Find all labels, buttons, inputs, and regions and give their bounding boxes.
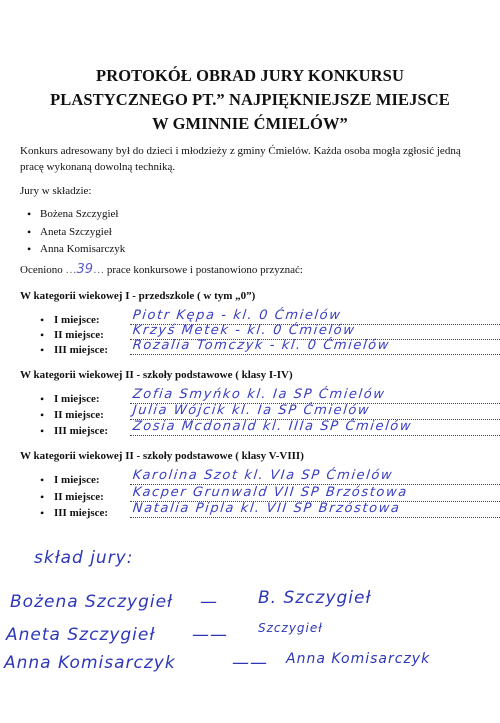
category-heading: W kategorii wiekowej II - szkoły podstawowe ( klasy I-IV) — [20, 369, 293, 381]
dash: —— — [232, 653, 268, 673]
bullet: • — [40, 490, 45, 504]
winner-handwriting: Rozalia Tomczyk - kl. 0 Ćmielów — [132, 338, 391, 353]
bullet: • — [40, 408, 45, 422]
jury-name-handwritten: Bożena Szczygieł — [10, 592, 173, 612]
winner-handwriting: Krzyś Metek - kl. 0 Ćmielów — [132, 323, 357, 338]
bullet: • — [40, 328, 45, 342]
count-dots: … — [65, 264, 77, 276]
signature-heading: skład jury: — [34, 548, 134, 568]
evaluated-sentence — [20, 262, 303, 277]
jury-member: • Aneta Szczygieł — [27, 224, 125, 242]
evaluated-suffix: prace konkursowe i postanowiono przyznać: — [106, 264, 303, 276]
dash: —— — [192, 625, 228, 645]
bullet: • — [40, 473, 45, 487]
category-heading: W kategorii wiekowej II - szkoły podstawowe ( klasy V-VIII) — [20, 450, 304, 462]
jury-member: • Bożena Szczygieł — [27, 206, 125, 224]
dotted-line — [130, 354, 500, 355]
title-line-1: PROTOKÓŁ OBRAD JURY KONKURSU — [96, 66, 404, 85]
evaluated-prefix: Oceniono — [20, 264, 63, 276]
bullet: • — [40, 343, 45, 357]
jury-member: • Anna Komisarczyk — [27, 241, 125, 259]
signature: Anna Komisarczyk — [286, 651, 431, 667]
place-label: I miejsce: — [54, 314, 100, 326]
jury-list — [27, 206, 125, 259]
signature: B. Szczygieł — [258, 588, 372, 608]
winner-handwriting: Piotr Kępa - kl. 0 Ćmielów — [132, 308, 343, 323]
jury-name-handwritten: Anna Komisarczyk — [4, 653, 176, 673]
bullet: • — [40, 392, 45, 406]
place-label: III miejsce: — [54, 425, 109, 437]
bullet: • — [40, 313, 45, 327]
place-label: II miejsce: — [54, 491, 104, 503]
place-label: I miejsce: — [54, 393, 100, 405]
place-label: II miejsce: — [54, 409, 104, 421]
winner-handwriting: Julia Wójcik kl. Ia SP Ćmielów — [132, 403, 371, 418]
dash: — — [200, 592, 218, 612]
winner-handwriting: Zofia Smyńko kl. Ia SP Ćmielów — [132, 387, 387, 402]
dotted-line — [130, 435, 500, 436]
winner-handwriting: Karolina Szot kl. VIa SP Ćmielów — [132, 468, 394, 483]
signature-section — [0, 540, 500, 723]
place-label: III miejsce: — [54, 344, 109, 356]
place-label: II miejsce: — [54, 329, 104, 341]
category-heading: W kategorii wiekowej I - przedszkole ( w tym „0”) — [20, 290, 256, 302]
intro-paragraph: Konkurs adresowany był do dzieci i młodzieży z gminy Ćmielów. Każda osoba mogła zgłosić jedną pracę wykonaną dowolną techniką. — [20, 145, 461, 173]
jury-name-handwritten: Aneta Szczygieł — [6, 625, 156, 645]
bullet: • — [40, 506, 45, 520]
dotted-line — [130, 517, 500, 518]
winner-handwriting: Natalia Pipla kl. VII SP Brzóstowa — [132, 501, 402, 516]
count-dots: … — [93, 264, 105, 276]
place-label: III miejsce: — [54, 507, 109, 519]
title-line-3: W GMINNIE ĆMIELÓW” — [152, 114, 348, 133]
document-title — [20, 64, 480, 136]
bullet: • — [40, 424, 45, 438]
jury-heading: Jury w składzie: — [20, 185, 92, 197]
winner-handwriting: Kacper Grunwald VII SP Brzóstowa — [132, 485, 409, 500]
signature: Szczygieł — [258, 621, 323, 635]
winner-handwriting: Zosia Mcdonald kl. IIIa SP Ćmielów — [132, 419, 413, 434]
title-line-2: PLASTYCZNEGO PT.” NAJPIĘKNIEJSZE MIEJSCE — [50, 90, 450, 109]
place-label: I miejsce: — [54, 474, 100, 486]
evaluated-count: 39 — [76, 262, 94, 277]
